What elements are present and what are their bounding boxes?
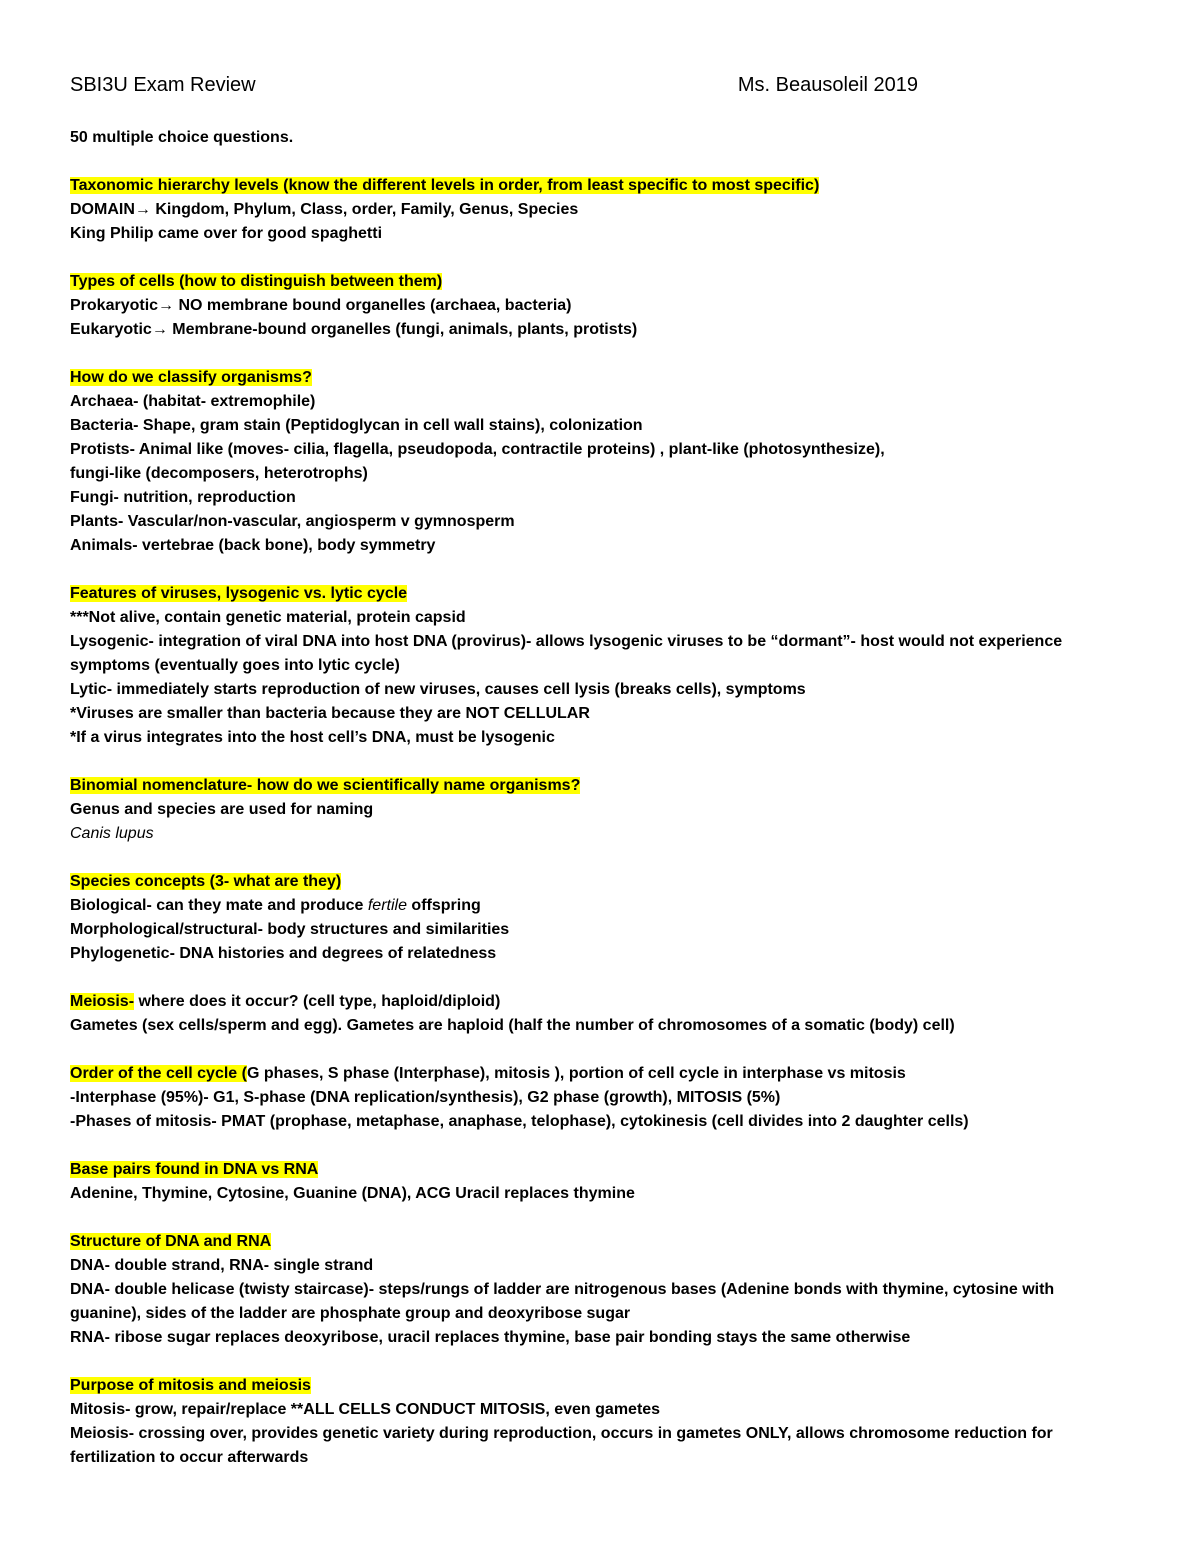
section-binomial [70, 774, 1130, 846]
body-line: ***Not alive, contain genetic material, protein capsid [70, 609, 466, 626]
body-line: Meiosis- crossing over, provides genetic variety during reproduction, occurs in gametes ONLY, allows chromosome reduction for [70, 1425, 1053, 1442]
section-structure [70, 1230, 1130, 1350]
section-heading: Meiosis- [70, 993, 135, 1010]
body-line-biological [70, 894, 1130, 918]
body-line: *If a virus integrates into the host cell’s DNA, must be lysogenic [70, 729, 555, 746]
section-species [70, 870, 1130, 966]
header-row [70, 70, 918, 100]
document-page [70, 70, 1130, 1470]
body-line: Genus and species are used for naming [70, 801, 374, 818]
body-line: *Viruses are smaller than bacteria because they are NOT CELLULAR [70, 705, 590, 722]
section-heading: Types of cells (how to distinguish between them) [70, 273, 443, 290]
body-line: Protists- Animal like (moves- cilia, flagella, pseudopoda, contractile proteins) , plant-like (photosynthesize), [70, 441, 885, 458]
section-base-pairs [70, 1158, 1130, 1206]
section-purpose [70, 1374, 1130, 1470]
section-heading: Taxonomic hierarchy levels (know the different levels in order, from least specific to most specific) [70, 177, 820, 194]
doc-author: Ms. Beausoleil 2019 [737, 74, 918, 96]
body-line: -Phases of mitosis- PMAT (prophase, metaphase, anaphase, telophase), cytokinesis (cell divides into 2 daughter cells) [70, 1113, 969, 1130]
body-line: Adenine, Thymine, Cytosine, Guanine (DNA), ACG Uracil replaces thymine [70, 1185, 635, 1202]
body-line: Lysogenic- integration of viral DNA into host DNA (provirus)- allows lysogenic viruses to be “dormant”- host would not experience [70, 633, 1063, 650]
body-line: Archaea- (habitat- extremophile) [70, 393, 316, 410]
section-heading: Structure of DNA and RNA [70, 1233, 272, 1250]
body-line: King Philip came over for good spaghetti [70, 225, 383, 242]
body-line: DOMAIN→ Kingdom, Phylum, Class, order, Family, Genus, Species [70, 201, 579, 218]
example-name: Canis lupus [70, 825, 154, 842]
body-line: -Interphase (95%)- G1, S-phase (DNA replication/synthesis), G2 phase (growth), MITOSIS (5%) [70, 1089, 781, 1106]
intro-line: 50 multiple choice questions. [70, 129, 294, 146]
heading-rest: G phases, S phase (Interphase), mitosis ), portion of cell cycle in interphase vs mitosis [246, 1065, 906, 1082]
section-cells [70, 270, 1130, 342]
text-run-italic: fertile [367, 897, 407, 914]
body-line: Bacteria- Shape, gram stain (Peptidoglycan in cell wall stains), colonization [70, 417, 643, 434]
body-line: DNA- double helicase (twisty staircase)- steps/rungs of ladder are nitrogenous bases (Adenine bonds with thymine, cytosine with [70, 1281, 1055, 1298]
heading-rest: where does it occur? (cell type, haploid/diploid) [134, 993, 501, 1010]
text-run: Biological- can they mate and produce [70, 897, 368, 914]
section-meiosis [70, 990, 1130, 1038]
body-line: fertilization to occur afterwards [70, 1449, 309, 1466]
body-line: Plants- Vascular/non-vascular, angiosperm v gymnosperm [70, 513, 515, 530]
section-heading: Species concepts (3- what are they) [70, 873, 342, 890]
body-line: RNA- ribose sugar replaces deoxyribose, uracil replaces thymine, base pair bonding stays the same otherwise [70, 1329, 911, 1346]
section-heading: Order of the cell cycle ( [70, 1065, 247, 1082]
body-line: Lytic- immediately starts reproduction of new viruses, causes cell lysis (breaks cells), symptoms [70, 681, 806, 698]
body-line: Eukaryotic→ Membrane-bound organelles (fungi, animals, plants, protists) [70, 321, 638, 338]
body-line: DNA- double strand, RNA- single strand [70, 1257, 374, 1274]
body-line: guanine), sides of the ladder are phosphate group and deoxyribose sugar [70, 1305, 631, 1322]
section-heading: Base pairs found in DNA vs RNA [70, 1161, 319, 1178]
section-taxonomy [70, 174, 1130, 246]
body-line: symptoms (eventually goes into lytic cycle) [70, 657, 400, 674]
body-line: Fungi- nutrition, reproduction [70, 489, 296, 506]
body-line: Morphological/structural- body structures and similarities [70, 921, 510, 938]
section-classify [70, 366, 1130, 558]
section-viruses [70, 582, 1130, 750]
body-line: Gametes (sex cells/sperm and egg). Gametes are haploid (half the number of chromosomes of a somatic (body) cell) [70, 1017, 955, 1034]
section-heading: Purpose of mitosis and meiosis [70, 1377, 311, 1394]
section-heading: How do we classify organisms? [70, 369, 312, 386]
body-line: Animals- vertebrae (back bone), body symmetry [70, 537, 436, 554]
section-heading: Features of viruses, lysogenic vs. lytic cycle [70, 585, 408, 602]
text-run: offspring [406, 897, 481, 914]
body-line: Mitosis- grow, repair/replace **ALL CELLS CONDUCT MITOSIS, even gametes [70, 1401, 661, 1418]
body-line: fungi-like (decomposers, heterotrophs) [70, 465, 368, 482]
doc-title: SBI3U Exam Review [70, 74, 256, 96]
section-heading: Binomial nomenclature- how do we scientifically name organisms? [70, 777, 581, 794]
body-line: Prokaryotic→ NO membrane bound organelles (archaea, bacteria) [70, 297, 572, 314]
body-line: Phylogenetic- DNA histories and degrees of relatedness [70, 945, 497, 962]
section-cell-cycle [70, 1062, 1130, 1134]
